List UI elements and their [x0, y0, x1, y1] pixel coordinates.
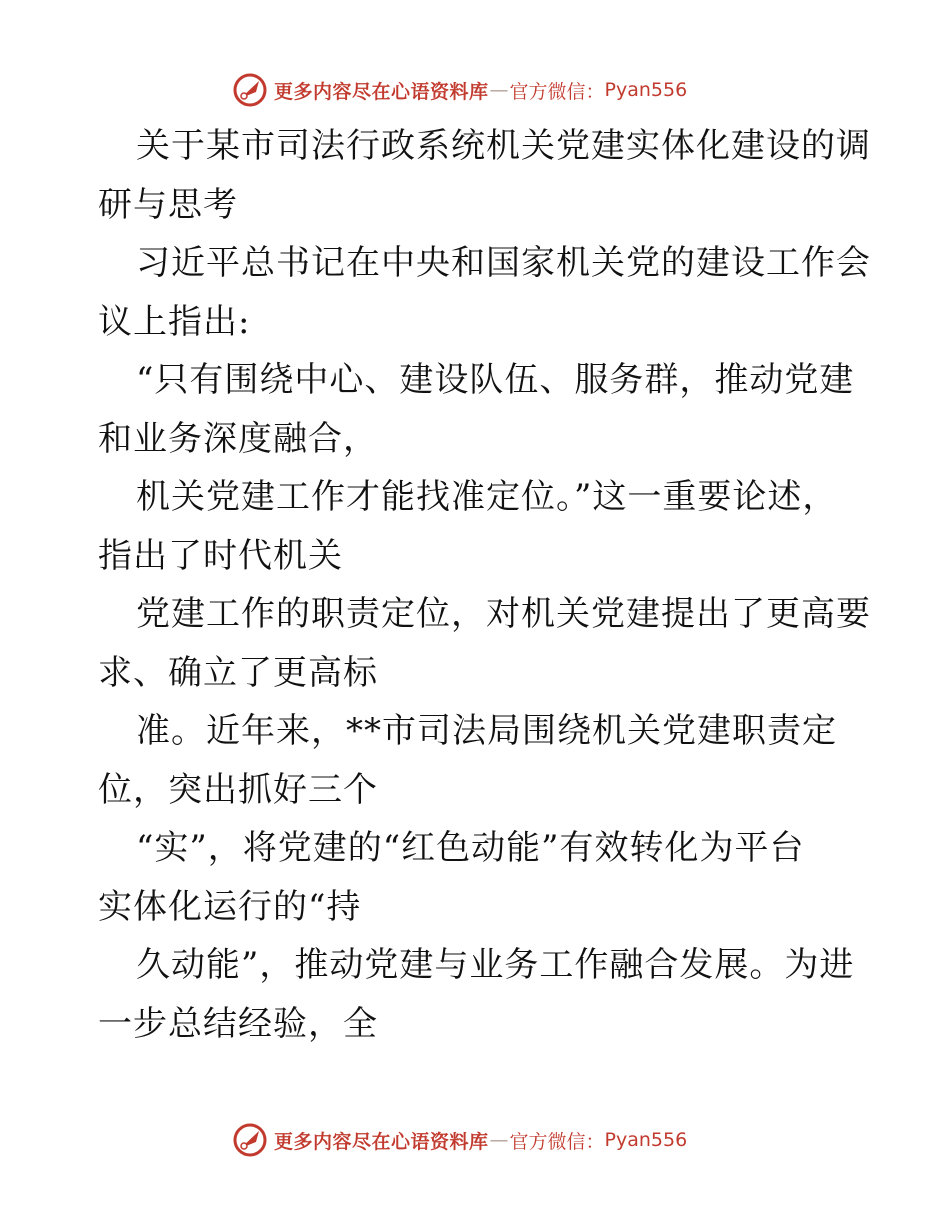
quill-logo-icon — [232, 72, 268, 108]
watermark-dash: — — [489, 1129, 509, 1151]
text-line: 研与思考 — [98, 184, 238, 225]
text-line: “实”，将党建的“红色动能”有效转化为平台 — [136, 828, 805, 868]
text-line: “只有围绕中心、建设队伍、服务群，推动党建 — [136, 360, 855, 400]
text-line: 准。近年来，**市司法局围绕机关党建职责定 — [136, 711, 837, 751]
document-body — [98, 117, 871, 1053]
text-line: 位，突出抓好三个 — [98, 769, 378, 810]
text-line: 求、确立了更高标 — [98, 652, 378, 693]
text-line: 习近平总书记在中央和国家机关党的建设工作会 — [136, 243, 871, 283]
text-line: 关于某市司法行政系统机关党建实体化建设的调 — [136, 126, 871, 166]
watermark-wechat-id: Pyan556 — [604, 79, 688, 101]
text-line: 久动能”，推动党建与业务工作融合发展。为进 — [136, 945, 855, 985]
quill-logo-icon — [232, 1122, 268, 1158]
text-line: 议上指出: — [98, 301, 251, 342]
watermark-dash: — — [489, 79, 509, 101]
watermark-main-text: 更多内容尽在心语资料库 — [274, 1130, 489, 1153]
text-line: 和业务深度融合， — [98, 418, 378, 459]
watermark-main-text: 更多内容尽在心语资料库 — [274, 80, 489, 103]
text-line: 实体化运行的“持 — [98, 886, 362, 927]
text-line: 指出了时代机关 — [98, 535, 343, 576]
header-watermark — [232, 70, 687, 110]
footer-watermark — [232, 1120, 687, 1160]
watermark-wechat-id: Pyan556 — [604, 1129, 688, 1151]
watermark-wechat-label: 官方微信： — [509, 80, 605, 103]
watermark-wechat-label: 官方微信： — [509, 1130, 605, 1153]
text-line: 机关党建工作才能找准定位。”这一重要论述， — [136, 477, 838, 517]
text-line: 一步总结经验，全 — [98, 1003, 378, 1044]
text-line: 党建工作的职责定位，对机关党建提出了更高要 — [136, 594, 871, 634]
